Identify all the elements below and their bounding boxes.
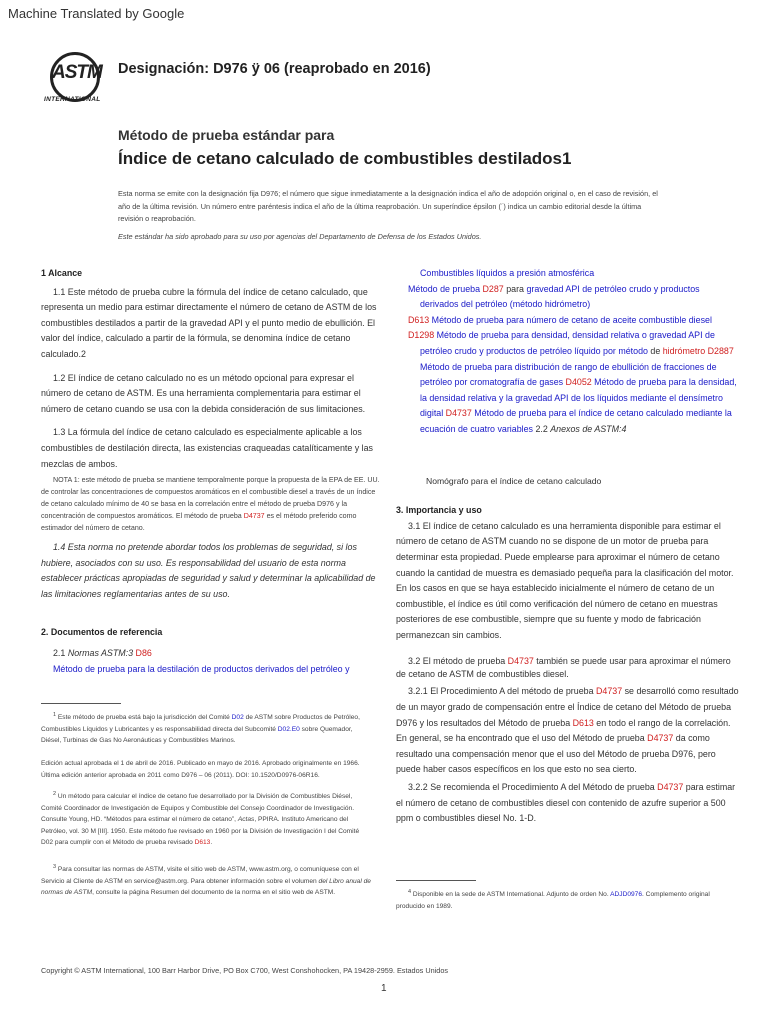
- ref-hidrometro[interactable]: hidrómetro: [662, 345, 708, 356]
- footnote-1-ref-d02[interactable]: D02: [231, 714, 244, 722]
- approval-note: Este estándar ha sido aprobado para su uso por agencias del Departamento de Defensa de los Estados Unidos.: [118, 232, 482, 241]
- ref-d4737-desc[interactable]: Método de prueba para el índice de cetano calculado mediante la ecuación de cuatro variables: [420, 408, 732, 434]
- title-line-2: Índice de cetano calculado de combustibles destilados1: [118, 149, 572, 168]
- para-3-2-1-ref2[interactable]: D613: [572, 717, 594, 728]
- right-column: [396, 266, 740, 827]
- footnote-3-text-c: , consulte la página Resumen del documento de la norma en el sitio web de ASTM.: [92, 889, 336, 897]
- footnote-3: [41, 862, 371, 898]
- para-3-2-text-a: 3.2 El método de prueba: [408, 656, 508, 667]
- intro-paragraph: Esta norma se emite con la designación fija D976; el número que sigue inmediatamente a la designación indica el año de adopción original o, en el caso de revisión, el año de la última revisión. Un número entre paréntesis indica el año de la última reaprobación. Un superíndice épsilon (´) indica un cambio editorial desde la última revisión o reaprobación.: [118, 189, 658, 223]
- ref-d287-link[interactable]: D287: [482, 283, 504, 294]
- ref-d1298-link[interactable]: D1298: [408, 330, 435, 341]
- para-2-1-num: 2.1: [53, 648, 68, 659]
- ref-d1298-desc[interactable]: Método de prueba para densidad, densidad relativa o gravedad API de petróleo crudo y productos de petróleo líquido por método: [420, 330, 715, 356]
- translation-banner: Machine Translated by Google: [8, 6, 185, 21]
- footnote-4-marker: 4: [408, 889, 412, 895]
- ref-d1298-de: de: [650, 345, 661, 356]
- section-2-heading: 2. Documentos de referencia: [41, 626, 163, 637]
- ref-d287: [408, 282, 740, 313]
- ref-d86-desc-cont[interactable]: Combustibles líquidos a presión atmosférica: [420, 268, 595, 278]
- ref-d2887-link[interactable]: D2887: [707, 345, 734, 356]
- ref-d613: [408, 313, 740, 329]
- ref-d287-desc[interactable]: gravedad API de petróleo crudo y productos derivados del petróleo (método hidrómetro): [420, 283, 700, 310]
- para-3-2-1: [396, 684, 740, 778]
- footnote-1-edition: Edición actual aprobada el 1 de abril de 2016. Publicado en mayo de 2016. Aprobado originalmente en 1966. Última edición anterior aprobada en 2011 como D976 – 06 (2011). DOI: 10.1520/D0976-06R16.: [41, 760, 360, 779]
- note-1-text: NOTA 1: este método de prueba se mantiene temporalmente porque la propuesta de la EPA de EE. UU. de controlar las concentraciones de compuestos aromáticos en el combustible diesel a través de un índice de cetano calculado mínimo de 40 se basa en la correlación entre el método de prueba D976 y la concentración de compuestos aromáticos. El método de prueba: [41, 476, 380, 521]
- para-2-1-label: Normas ASTM:3: [67, 648, 136, 659]
- ref-d613-link[interactable]: D613: [408, 314, 430, 325]
- footnote-2-end: .: [210, 839, 213, 847]
- footnote-2-marker: 2: [53, 791, 57, 798]
- logo-mark: ASTM: [52, 62, 102, 83]
- para-3-2-1-text-d: da como resultado una compensación menor que el uso del Método de prueba D976, pero puede haber casos específicos en los que esto no sea cierto.: [396, 733, 716, 775]
- para-3-2-2-ref[interactable]: D4737: [657, 782, 684, 793]
- footnote-2: [41, 789, 371, 848]
- footnote-1-text-c: sobre Quemador, Diésel, Turbinas de Gas No Aeronáuticas y Combustibles Marinos.: [41, 725, 353, 744]
- ref-d287-label: Método de prueba: [408, 283, 483, 294]
- annex-label: Anexos de ASTM:4: [550, 423, 627, 434]
- para-3-2-1-ref3[interactable]: D4737: [647, 733, 674, 744]
- para-3-2-ref[interactable]: D4737: [507, 656, 534, 667]
- para-3-2-1-ref[interactable]: D4737: [595, 686, 623, 697]
- para-1-1: 1.1 Este método de prueba cubre la fórmula del índice de cetano calculado, que representa un medio para estimar directamente el número de cetano de ASTM de los combustibles destilados a partir de la gravedad API y el punto medio de ebullición. El valor del índice, calculado a partir de la fórmula, se denomina índice de cetano calculado.2: [41, 286, 377, 359]
- para-1-2: 1.2 El índice de cetano calculado no es un método opcional para expresar el número de cetano de ASTM. Es una herramienta complementaria para estimar el número de cetano cuando se usa con la debida consideración de sus limitaciones.: [41, 372, 366, 414]
- footnote-1-text-a: Este método de prueba está bajo la jurisdicción del Comité: [57, 714, 232, 722]
- ref-d287-para: para: [503, 283, 527, 294]
- para-3-1: 3.1 El índice de cetano calculado es una herramienta disponible para estimar el número de cetano de ASTM cuando no se dispone de un motor de prueba para determinar esta propiedad. Puede emplearse para aproximar el número de cetano cuando la cantidad de muestra es demasiado pequeña para la clasificación del motor. En los casos en que se haya establecido inicialmente el número de cetano de un combustible, el índice es útil como verificación del número de cetano en muestras posteriores de ese combustible, siempre que su fuente y modo de fabricación permanezcan sin cambios.: [396, 520, 734, 640]
- astm-logo: [44, 52, 110, 104]
- para-3-2-2-text-a: 3.2.2 Se recomienda el Procedimiento A del Método de prueba: [408, 782, 658, 793]
- footnote-2-text-c: , PPIRA. Instituto Americano del Petróleo, vol. 30 M [III]. 1950. Este método fue revisado en 1960 por la División de Investigación I del Comité D02 para cumplir con el Método de prueba revisado: [41, 816, 360, 847]
- footnote-separator-left: [41, 703, 121, 704]
- footnote-1: [41, 710, 371, 746]
- footnote-4-text: [396, 887, 726, 912]
- footnote-2-italic: Actas: [237, 816, 255, 824]
- para-3-2: [396, 655, 740, 681]
- footnote-3-text-a: Para consultar las normas de ASTM, visite el sitio web de ASTM, www.astm.org, o comuníquese con el Servicio al Cliente de ASTM en service@astm.org. Para obtener información sobre el volumen: [41, 866, 359, 886]
- note-1: [41, 474, 381, 534]
- footnote-2-text-a: Un método para calcular el índice de cetano fue desarrollado por la División de Combustibles Diésel, Comité Coordinador de Investigación de Equipos y Combustible del Consejo Coordinador de Investigación. Consulte Young, HD. “Métodos para estimar el número de cetano”,: [41, 793, 355, 824]
- copyright-line: Copyright © ASTM International, 100 Barr Harbor Drive, PO Box C700, West Conshohocken, PA 19428-2959. Estados Unidos: [41, 966, 449, 975]
- para-2-2-num: 2.2: [535, 423, 551, 434]
- note-1-ref-link[interactable]: D4737: [243, 512, 265, 521]
- footnote-separator-right: [396, 880, 476, 881]
- ref-d4052-desc[interactable]: Método de prueba para la densidad, la densidad relativa y la gravedad API de los líquidos mediante el densímetro digital: [420, 377, 737, 419]
- left-column: [41, 266, 381, 677]
- ref-d4737-link[interactable]: D4737: [445, 408, 472, 419]
- footnote-4: [396, 887, 726, 912]
- footnote-2-ref-d613[interactable]: D613: [194, 839, 211, 847]
- note-1-tail: es el método preferido como estimador del número de cetano.: [41, 512, 357, 533]
- footnote-3-italic: del Libro anual de normas de ASTM: [41, 878, 371, 897]
- para-3-2-1-text-b: se desarrolló como resultado de un mayor grado de compensación entre el Índice de cetano del Método de prueba D976 y los resultados del Método de prueba: [396, 686, 739, 728]
- para-3-2-2-text-b: para estimar el número de cetano de combustibles diesel con contenido de azufre superior a 500 ppm o combustibles diesel No. 1-D.: [396, 782, 736, 824]
- para-3-2-1-text-a: 3.2.1 El Procedimiento A del método de prueba: [408, 686, 596, 697]
- footnote-4-ref[interactable]: ADJD0976: [610, 891, 643, 899]
- footnotes-left: [41, 710, 371, 899]
- section-3-heading: 3. Importancia y uso: [396, 505, 482, 516]
- ref-d4052-link[interactable]: D4052: [565, 377, 592, 388]
- para-3-2-1-text-c: en todo el rango de la correlación. En general, se ha encontrado que el uso del Método de prueba: [396, 717, 731, 744]
- para-1-3: 1.3 La fórmula del índice de cetano calculado es especialmente aplicable a los combustibles de destilación directa, las existencias craqueadas catalíticamente y las mezclas de ambos.: [41, 427, 373, 469]
- title-line-1: Método de prueba estándar para: [118, 127, 335, 143]
- page-number: 1: [381, 983, 387, 994]
- designation: Designación: D976 ÿ 06 (reaprobado en 2016): [118, 61, 431, 77]
- footnote-1-marker: 1: [53, 712, 57, 718]
- footnote-3-marker: 3: [53, 864, 57, 871]
- section-1-heading: 1 Alcance: [41, 268, 83, 278]
- nomograph-title: Nomógrafo para el índice de cetano calculado: [426, 475, 602, 486]
- footnote-4-text-a: Disponible en la sede de ASTM International. Adjunto de orden No.: [412, 891, 611, 899]
- para-1-4: 1.4 Esta norma no pretende abordar todos los problemas de seguridad, si los hubiere, asociados con su uso. Es responsabilidad del usuario de esta norma establecer prácticas apropiadas de seguridad y salud y determinar la aplicabilidad de las limitaciones reglamentarias antes de su uso.: [41, 542, 376, 599]
- footnote-1-text-b: de ASTM sobre Productos de Petróleo, Combustibles Líquidos y Lubricantes y es responsabilidad directa del Subcomité: [41, 714, 360, 733]
- ref-d86-desc[interactable]: Método de prueba para la destilación de productos derivados del petróleo y: [53, 663, 350, 674]
- ref-d1298: [408, 328, 740, 437]
- footnote-4-text-b: . Complemento original producido en 1989.: [396, 891, 710, 910]
- ref-d613-desc[interactable]: Método de prueba para número de cetano de aceite combustible diesel: [429, 314, 712, 325]
- footnote-1-ref-d02e0[interactable]: D02.E0: [277, 725, 300, 733]
- para-3-2-text-b: también se puede usar para aproximar el número de cetano de ASTM de combustibles diesel.: [396, 656, 731, 680]
- para-2-1: [41, 646, 381, 662]
- para-3-2-2: [396, 780, 740, 827]
- ref-d2887-desc[interactable]: Método de prueba para distribución de rango de ebullición de fracciones de petróleo por cromatografía de gases: [420, 361, 717, 388]
- logo-subtext: INTERNATIONAL: [44, 96, 101, 103]
- ref-d86-link[interactable]: D86: [135, 648, 152, 659]
